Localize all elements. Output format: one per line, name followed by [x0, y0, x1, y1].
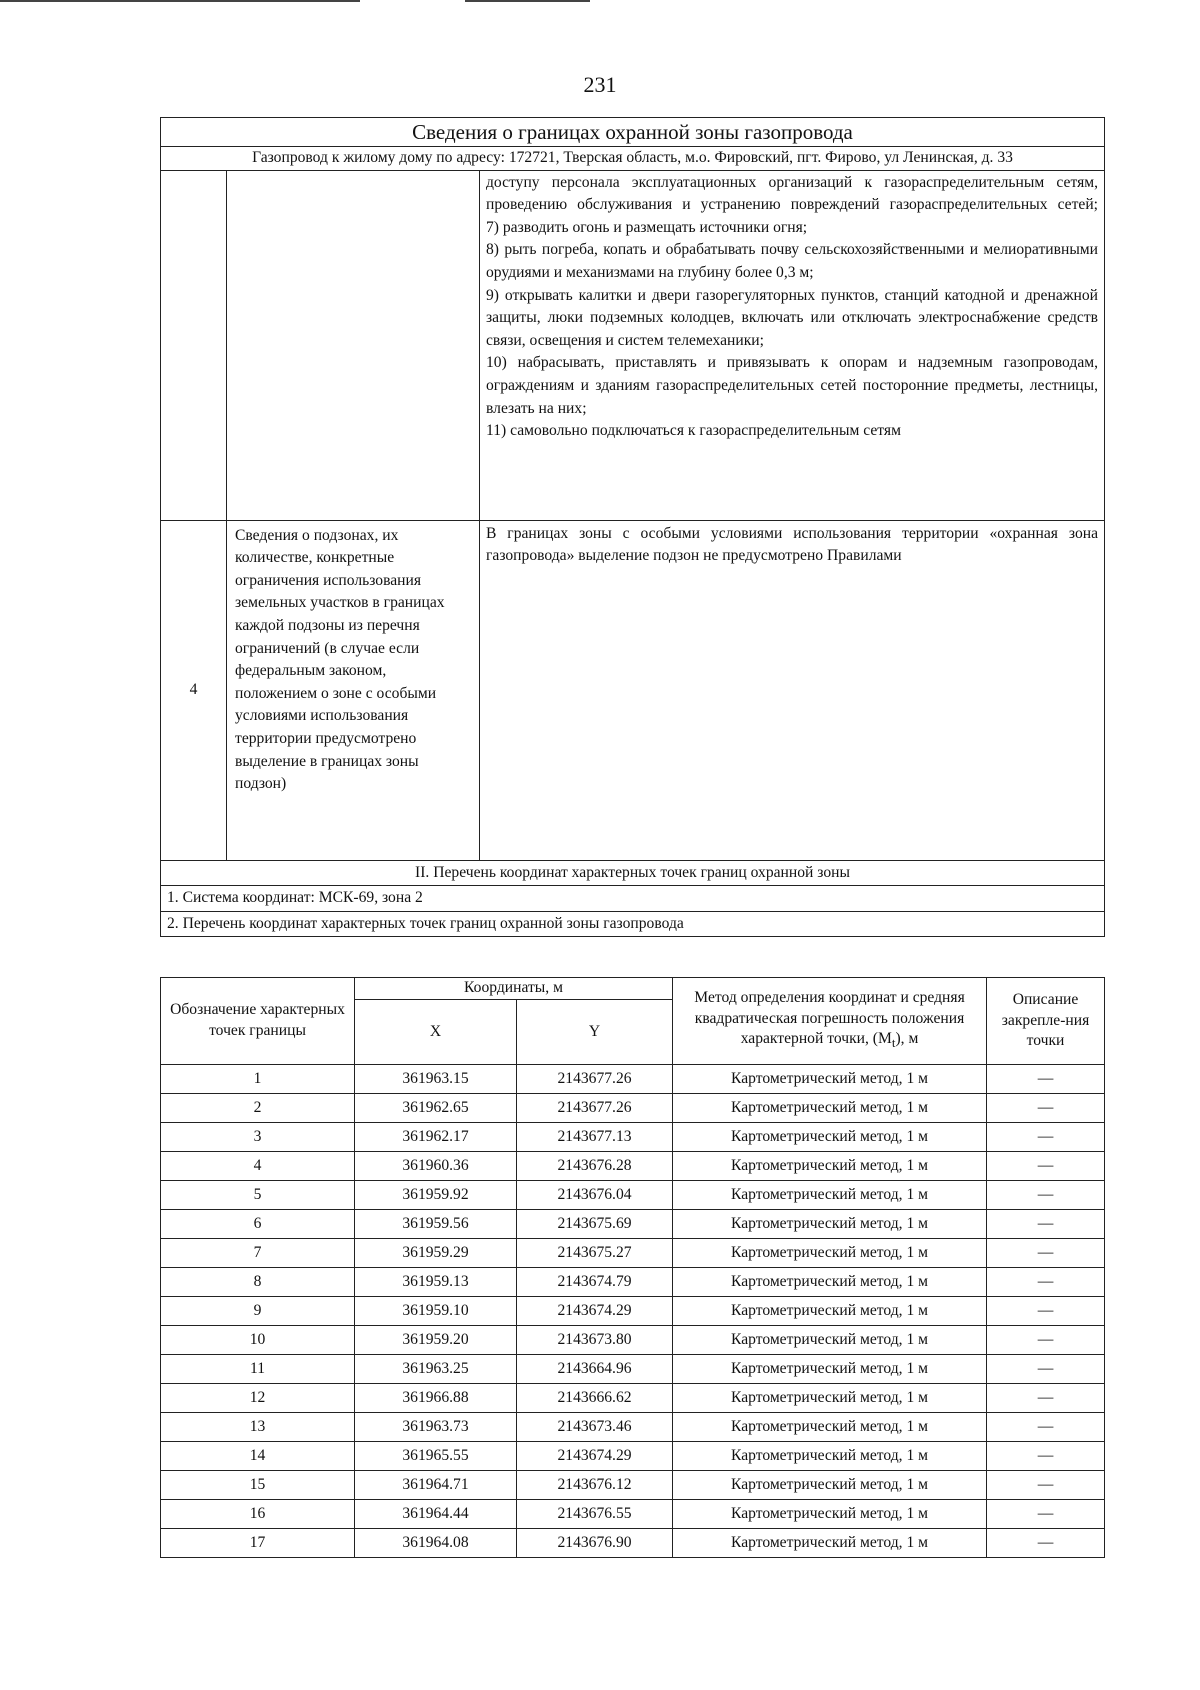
method: Картометрический метод, 1 м [673, 1268, 987, 1297]
point-number: 5 [161, 1181, 355, 1210]
method: Картометрический метод, 1 м [673, 1123, 987, 1152]
scan-edge-line-right [465, 0, 590, 2]
column-header-x: X [355, 1000, 517, 1065]
coordinate-y: 2143675.27 [517, 1239, 673, 1268]
restriction-item: доступу персонала эксплуатационных организаций к газораспределительным сетям, проведению обслуживания и устранению повреждений газораспределительных сетей; [486, 173, 1099, 214]
table-row [161, 1152, 1105, 1181]
table-row [161, 1326, 1105, 1355]
point-number: 14 [161, 1442, 355, 1471]
coordinate-y: 2143674.79 [517, 1268, 673, 1297]
point-number: 1 [161, 1065, 355, 1094]
coordinate-x: 361963.15 [355, 1065, 517, 1094]
fixing-description: — [987, 1239, 1105, 1268]
coordinate-y: 2143676.90 [517, 1529, 673, 1558]
point-number: 17 [161, 1529, 355, 1558]
page-number: 231 [583, 72, 617, 97]
restriction-item: 9) открывать калитки и двери газорегуляторных пунктов, станций катодной и дренажной защиты, люки подземных колодцев, включать или отключать электроснабжение средств связи, освещения и систем телемеханики; [486, 286, 1099, 349]
fixing-description: — [987, 1123, 1105, 1152]
method: Картометрический метод, 1 м [673, 1413, 987, 1442]
coordinate-x: 361959.56 [355, 1210, 517, 1239]
point-number: 13 [161, 1413, 355, 1442]
coordinate-y: 2143673.80 [517, 1326, 673, 1355]
point-number: 11 [161, 1355, 355, 1384]
fixing-description: — [987, 1326, 1105, 1355]
restriction-item: 8) рыть погреба, копать и обрабатывать почву сельскохозяйственными и мелиоративными орудиями и механизмами на глубину более 0,3 м; [486, 241, 1099, 281]
coordinate-x: 361964.08 [355, 1529, 517, 1558]
restrictions-continued-cell [480, 170, 1105, 520]
table-row [161, 1210, 1105, 1239]
coordinate-x: 361959.20 [355, 1326, 517, 1355]
method: Картометрический метод, 1 м [673, 1239, 987, 1268]
table-row [161, 1094, 1105, 1123]
row-4-value [480, 520, 1105, 860]
method: Картометрический метод, 1 м [673, 1384, 987, 1413]
fixing-description: — [987, 1384, 1105, 1413]
coordinate-x: 361964.44 [355, 1500, 517, 1529]
method: Картометрический метод, 1 м [673, 1210, 987, 1239]
table-row [161, 1123, 1105, 1152]
method: Картометрический метод, 1 м [673, 1500, 987, 1529]
coordinate-x: 361959.13 [355, 1268, 517, 1297]
method: Картометрический метод, 1 м [673, 1326, 987, 1355]
coordinate-x: 361959.92 [355, 1181, 517, 1210]
point-number: 4 [161, 1152, 355, 1181]
point-number: 16 [161, 1500, 355, 1529]
method: Картометрический метод, 1 м [673, 1181, 987, 1210]
table-row [161, 1413, 1105, 1442]
point-number: 12 [161, 1384, 355, 1413]
coordinate-x: 361966.88 [355, 1384, 517, 1413]
continued-row-number-cell [161, 170, 227, 520]
fixing-description: — [987, 1297, 1105, 1326]
method-header-unit: ), м [895, 1030, 919, 1048]
gas-pipeline-address: Газопровод к жилому дому по адресу: 172721, Тверская область, м.о. Фировский, пгт. Фирово, ул Ленинская, д. 33 [161, 147, 1105, 171]
fixing-description: — [987, 1529, 1105, 1558]
fixing-description: — [987, 1355, 1105, 1384]
coordinate-y: 2143676.04 [517, 1181, 673, 1210]
coordinates-table [160, 977, 1105, 1558]
row-4-number: 4 [161, 520, 227, 860]
restriction-item: 10) набрасывать, приставлять и привязывать к опорам и надземным газопроводам, ограждениям и зданиям газораспределительных сетей посторонние предметы, лестницы, влезать на них; [486, 354, 1099, 417]
method: Картометрический метод, 1 м [673, 1471, 987, 1500]
fixing-description: — [987, 1500, 1105, 1529]
coordinate-x: 361962.65 [355, 1094, 517, 1123]
coordinate-list-title: 2. Перечень координат характерных точек границ охранной зоны газопровода [161, 911, 1105, 937]
coordinate-x: 361959.10 [355, 1297, 517, 1326]
column-header-coordinates: Координаты, м [355, 978, 673, 1000]
column-header-y: Y [517, 1000, 673, 1065]
continued-row-label-cell [227, 170, 480, 520]
coordinate-y: 2143676.12 [517, 1471, 673, 1500]
table-row [161, 1500, 1105, 1529]
method: Картометрический метод, 1 м [673, 1152, 987, 1181]
method: Картометрический метод, 1 м [673, 1297, 987, 1326]
coordinate-x: 361962.17 [355, 1123, 517, 1152]
point-number: 9 [161, 1297, 355, 1326]
scan-edge-line-left [0, 0, 360, 2]
coordinate-y: 2143673.46 [517, 1413, 673, 1442]
table-row [161, 1442, 1105, 1471]
coordinate-y: 2143674.29 [517, 1442, 673, 1471]
column-header-designation: Обозначение характерных точек границы [161, 978, 355, 1065]
point-number: 8 [161, 1268, 355, 1297]
table-row [161, 1268, 1105, 1297]
coordinate-system: 1. Система координат: МСК-69, зона 2 [161, 886, 1105, 912]
restriction-item: 11) самовольно подключаться к газораспределительным сетям [486, 422, 901, 440]
table-row [161, 1181, 1105, 1210]
table-row [161, 1297, 1105, 1326]
table-row [161, 1355, 1105, 1384]
fixing-description: — [987, 1471, 1105, 1500]
fixing-description: — [987, 1181, 1105, 1210]
point-number: 10 [161, 1326, 355, 1355]
column-header-description: Описание закрепле-ния точки [987, 978, 1105, 1065]
coordinate-y: 2143666.62 [517, 1384, 673, 1413]
fixing-description: — [987, 1413, 1105, 1442]
coordinate-y: 2143675.69 [517, 1210, 673, 1239]
method: Картометрический метод, 1 м [673, 1529, 987, 1558]
fixing-description: — [987, 1094, 1105, 1123]
point-number: 6 [161, 1210, 355, 1239]
point-number: 2 [161, 1094, 355, 1123]
zone-info-table [160, 117, 1105, 937]
coordinate-y: 2143677.26 [517, 1094, 673, 1123]
restriction-item: 7) разводить огонь и размещать источники огня; [486, 218, 808, 236]
column-header-method [673, 978, 987, 1065]
coordinate-x: 361965.55 [355, 1442, 517, 1471]
coordinate-y: 2143674.29 [517, 1297, 673, 1326]
row-4-label: Сведения о подзонах, их количестве, конкретные ограничения использования земельных участков в границах каждой подзоны из перечня ограничений (в случае если федеральным законом, положением о зоне с особыми условиями использования территории предусмотрено выделение в границах зоны подзон) [227, 520, 480, 860]
table-row [161, 1384, 1105, 1413]
section-2-title: II. Перечень координат характерных точек границ охранной зоны [161, 860, 1105, 886]
coordinate-y: 2143677.26 [517, 1065, 673, 1094]
table-row [161, 1529, 1105, 1558]
subzones-text: В границах зоны с особыми условиями использования территории «охранная зона газопровода» выделение подзон не предусмотрено Правилами [486, 524, 1099, 565]
table-row [161, 1065, 1105, 1094]
coordinate-rows [161, 1065, 1105, 1558]
point-number: 7 [161, 1239, 355, 1268]
fixing-description: — [987, 1065, 1105, 1094]
table-row [161, 1471, 1105, 1500]
coordinate-x: 361964.71 [355, 1471, 517, 1500]
coordinate-x: 361960.36 [355, 1152, 517, 1181]
coordinate-y: 2143676.28 [517, 1152, 673, 1181]
method: Картометрический метод, 1 м [673, 1094, 987, 1123]
coordinate-y: 2143664.96 [517, 1355, 673, 1384]
coordinate-y: 2143676.55 [517, 1500, 673, 1529]
point-number: 15 [161, 1471, 355, 1500]
coordinate-x: 361963.73 [355, 1413, 517, 1442]
method-header-text: Метод определения координат и средняя квадратическая погрешность положения характерной точки, (M [694, 989, 965, 1048]
fixing-description: — [987, 1210, 1105, 1239]
coordinate-x: 361959.29 [355, 1239, 517, 1268]
method: Картометрический метод, 1 м [673, 1355, 987, 1384]
method: Картометрический метод, 1 м [673, 1065, 987, 1094]
fixing-description: — [987, 1152, 1105, 1181]
fixing-description: — [987, 1442, 1105, 1471]
fixing-description: — [987, 1268, 1105, 1297]
method-header-subscript: t [891, 1035, 896, 1051]
table-title: Сведения о границах охранной зоны газопровода [161, 118, 1105, 147]
point-number: 3 [161, 1123, 355, 1152]
coordinate-x: 361963.25 [355, 1355, 517, 1384]
coordinate-y: 2143677.13 [517, 1123, 673, 1152]
method: Картометрический метод, 1 м [673, 1442, 987, 1471]
table-row [161, 1239, 1105, 1268]
